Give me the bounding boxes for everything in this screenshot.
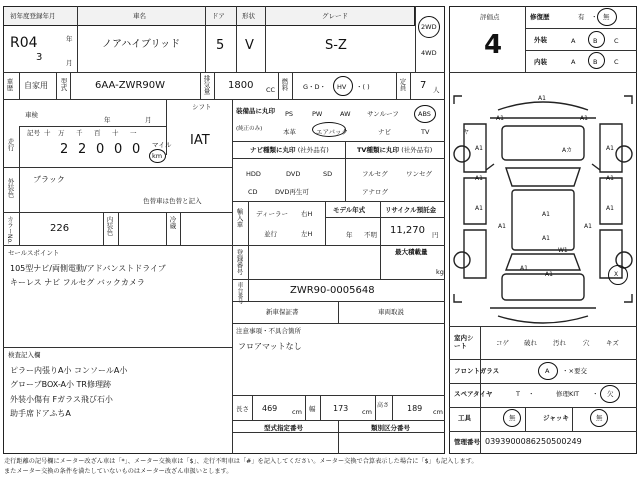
grade-option: B <box>593 37 598 45</box>
tools-selected: 無 <box>509 414 516 422</box>
drive-4wd: 4WD <box>421 49 437 57</box>
mile-label: マイル <box>152 141 172 149</box>
digits-label: 記号 <box>27 129 40 137</box>
import-label: 輸入車 <box>235 208 244 228</box>
year-unit: 年 <box>66 35 73 43</box>
shaken-label: 車検 <box>25 111 38 119</box>
repair-yes: 有 <box>578 13 585 21</box>
mileage-digit: 2 <box>60 142 69 157</box>
digit-place-header: 百 <box>94 129 101 137</box>
displacement: 1800 <box>228 80 254 91</box>
parallel: 並行 <box>264 230 277 238</box>
yen-unit: 円 <box>432 231 439 239</box>
fuel-selected: HV <box>337 83 347 91</box>
shift-label: シフト <box>192 103 212 111</box>
model-year-label: モデル年式 <box>333 206 366 214</box>
equipment-item: ナビ <box>378 128 391 136</box>
usage: 自家用 <box>24 81 48 90</box>
airbag-circle <box>312 122 346 137</box>
manual-label: 車両取説 <box>378 308 404 316</box>
digit-place-header: 万 <box>58 129 65 137</box>
diagram-damage-label: A1 <box>606 175 614 182</box>
diagram-damage-label: A1 <box>475 175 483 182</box>
mgmt-label: 管理番号 <box>454 438 480 446</box>
spare-sep2: ・ <box>592 390 599 398</box>
model-year: 年 <box>346 231 353 239</box>
kg-unit: kg <box>436 268 444 276</box>
spare-kit: 修理KIT <box>556 390 580 398</box>
front-glass-selected: A <box>545 367 550 375</box>
diagram-x-circle <box>608 265 628 285</box>
equipment-item: サンルーフ <box>367 110 399 118</box>
diagram-damage-label: A1 <box>584 223 592 230</box>
car-damage-diagram <box>450 74 636 326</box>
interior-color-label: 内装色 <box>105 216 114 236</box>
spare-label: スペアタイヤ <box>454 390 493 398</box>
abs-circle <box>414 105 436 123</box>
interior-sheet-label: 室内シート <box>454 334 474 351</box>
mileage-digit: 0 <box>132 142 141 157</box>
mileage-digit: 0 <box>96 142 105 157</box>
sales-point-line: 105型ナビ/両側電動/アドバンストドライブ <box>10 264 166 273</box>
width: 173 <box>333 404 349 413</box>
capacity-label: 定員 <box>398 78 407 91</box>
recycle-label: 冷蔵 <box>168 216 177 229</box>
digit-place-header: 一 <box>130 129 137 137</box>
score-label: 評価点 <box>480 13 500 21</box>
grade-label: グレード <box>322 12 348 20</box>
capacity-unit: 人 <box>433 86 440 94</box>
length-unit: cm <box>292 408 302 416</box>
warranty-label: 新車保証書 <box>266 308 299 316</box>
diagram-damage-label: A1 <box>606 145 614 152</box>
diagram-damage-label: A1 <box>475 145 483 152</box>
diagram-damage-label: Aカ <box>562 147 573 154</box>
recycle-fee-label: リサイクル預託金 <box>385 206 437 214</box>
navi-item: DVD再生可 <box>275 188 309 196</box>
interior-grade-label: 内装 <box>534 58 547 66</box>
shape: V <box>245 38 254 53</box>
chassis-label: 車台番号 <box>236 282 243 304</box>
km-label: km <box>152 152 163 160</box>
width-unit: cm <box>362 408 372 416</box>
equipment-item: ABS <box>418 110 431 118</box>
jack-selected: 無 <box>596 414 603 422</box>
fuel-options: G・D・ <box>303 83 327 91</box>
navi-item: DVD <box>286 170 301 178</box>
spare-t: T <box>516 390 520 398</box>
digit-place-header: 千 <box>76 129 83 137</box>
exterior-label: 外装 <box>534 36 547 44</box>
sales-point-line: キーレス ナビ フルセグ バックカメラ <box>10 278 145 287</box>
repair-no: 無 <box>603 13 610 21</box>
color: ブラック <box>33 175 65 184</box>
mileage-digit: 0 <box>114 142 123 157</box>
fuel-label: 燃料 <box>280 78 289 91</box>
shift: IAT <box>190 133 210 148</box>
color-note: 色替車は色替と記入 <box>143 197 202 205</box>
score: 4 <box>484 30 503 60</box>
exterior-grade-circle <box>588 31 605 48</box>
inspector-line: ピラー内張りA小 コンソールA小 <box>10 366 128 375</box>
color-no-label: カラーNo. <box>6 216 13 244</box>
sheet-item: キズ <box>606 339 619 347</box>
car-name-label: 車名 <box>133 12 146 20</box>
month-unit: 月 <box>66 59 73 67</box>
equipment-item: PW <box>312 110 323 118</box>
diagram-damage-label: A1 <box>545 271 553 278</box>
mileage-digit: 2 <box>78 142 87 157</box>
shaken-year-unit: 年 <box>104 116 111 124</box>
notes-label: 注意事項・不具合箇所 <box>236 327 301 335</box>
repair-label: 修復歴 <box>530 13 550 21</box>
tv-item: ワンセグ <box>406 170 432 178</box>
grade: S-Z <box>325 38 347 53</box>
tv-item: アナログ <box>362 188 388 196</box>
cc-unit: CC <box>266 86 276 94</box>
color-label: 外装色 <box>6 178 15 198</box>
diagram-damage-label: A1 <box>520 265 528 272</box>
sheet-item: コゲ <box>496 339 509 347</box>
footer-line1: 走行距離の記号欄にメーター改ざん車は「*」、メーター交換車は「$」、走行不明車は「#」を記入してください。メーター交換で合算表示した場合に「$」も記入します。 <box>4 458 478 465</box>
navi-item: SD <box>323 170 333 178</box>
diagram-damage-label: A1 <box>542 211 550 218</box>
equipment-subtitle: (純正のみ) <box>236 126 263 132</box>
inspector-label: 検査記入欄 <box>8 351 41 359</box>
inspector-line: グローブBOX-A小 TR修理跡 <box>10 380 111 389</box>
equipment-item: PS <box>285 110 294 118</box>
repair-sep: ・ <box>591 13 598 21</box>
drive-2wd: 2WD <box>421 23 437 31</box>
jack-label: ジャッキ <box>543 414 569 422</box>
header-row <box>3 6 415 26</box>
grade-option: A <box>571 58 576 66</box>
diagram-damage-label: A1 <box>538 95 546 102</box>
navi-item: HDD <box>246 170 261 178</box>
spare-selected: 欠 <box>607 390 614 398</box>
mgmt-number: 0393900086250500249 <box>485 437 582 446</box>
car-name: ノアハイブリッド <box>102 39 181 50</box>
diagram-damage-label: A1 <box>542 235 550 242</box>
width-label: 幅 <box>309 405 316 413</box>
grade-option: C <box>614 58 619 66</box>
dealer: ディーラー <box>256 210 288 218</box>
tv-item: フルセグ <box>362 170 388 178</box>
sales-points-label: セールスポイント <box>8 249 60 257</box>
equipment-item: エアバック <box>316 128 348 136</box>
digit-place-header: 十 <box>44 129 51 137</box>
recycle-fee: 11,270 <box>390 225 425 236</box>
diagram-damage-label: A1 <box>580 115 588 122</box>
model: 6AA-ZWR90W <box>95 80 166 91</box>
note-line: フロアマットなし <box>238 342 302 351</box>
grade-option: A <box>571 37 576 45</box>
equipment-item: 本革 <box>283 128 296 136</box>
class-no-label: 類別区分番号 <box>371 424 410 432</box>
tools-label: 工具 <box>458 414 471 422</box>
shaken-month-unit: 月 <box>145 116 152 124</box>
sheet-item: 汚れ <box>553 339 566 347</box>
door-label: ドア <box>212 12 225 20</box>
tv-title: TV種類に丸印 (社外品有) <box>357 146 433 154</box>
max-load-label: 最大積載量 <box>395 248 428 256</box>
reg-number-label: 登録番号 <box>235 249 244 275</box>
model-label: 型式 <box>59 78 68 91</box>
grade-option: C <box>614 37 619 45</box>
fuel-rest: ・( ) <box>356 83 370 91</box>
footer-line2: またメーター交換の条件を満たしていないものはメーター改ざん車扱いとします。 <box>4 468 233 475</box>
diagram-damage-label: ヤ <box>463 129 470 136</box>
mileage-label: 走行 <box>6 138 15 151</box>
length-label: 長さ <box>236 405 249 413</box>
diagram-damage-label: A1 <box>475 205 483 212</box>
capacity: 7 <box>420 80 427 91</box>
sheet-item: 破れ <box>524 339 537 347</box>
usage-label: 車歴 <box>5 78 14 91</box>
height: 189 <box>407 404 423 413</box>
reg-year: R04 <box>10 35 38 51</box>
doors: 5 <box>216 38 225 53</box>
diagram-damage-label: A1 <box>498 223 506 230</box>
grade-option: B <box>593 58 598 66</box>
color-no: 226 <box>50 223 70 234</box>
equipment-item: TV <box>421 128 430 136</box>
navi-title: ナビ種類に丸印 (社外品有) <box>250 146 329 154</box>
diagram-damage-label: X <box>614 271 619 278</box>
left-hand: 左H <box>301 230 313 238</box>
type-no-label: 型式指定番号 <box>264 424 303 432</box>
front-glass-label: フロントガラス <box>454 367 500 375</box>
diagram-damage-label: A1 <box>496 115 504 122</box>
spare-sep: ・ <box>528 390 535 398</box>
front-glass-rest: ・×要交 <box>562 367 587 375</box>
navi-item: CD <box>248 188 258 196</box>
reg-year-label: 初年度登録年月 <box>10 12 56 20</box>
inspector-line: 外装小傷有 Fガラス飛び石小 <box>10 395 113 404</box>
reg-month: 3 <box>36 52 43 63</box>
inspector-line: 助手席ドアふちA <box>10 409 71 418</box>
interior-grade-circle <box>588 52 605 69</box>
right-hand: 右H <box>301 210 313 218</box>
displacement-label: 排気量 <box>202 75 211 95</box>
sheet-item: 穴 <box>583 339 590 347</box>
length: 469 <box>262 404 278 413</box>
model-year-unknown: 不明 <box>364 231 377 239</box>
shape-label: 形状 <box>242 12 255 20</box>
equipment-title: 装備品に丸印 <box>236 107 275 115</box>
equipment-item: AW <box>340 110 351 118</box>
height-label: 高さ <box>377 402 390 409</box>
chassis-number: ZWR90-0005648 <box>290 285 375 296</box>
diagram-damage-label: W1 <box>558 247 568 254</box>
diagram-damage-label: A1 <box>606 205 614 212</box>
height-unit: cm <box>433 408 443 416</box>
digit-place-header: 十 <box>112 129 119 137</box>
